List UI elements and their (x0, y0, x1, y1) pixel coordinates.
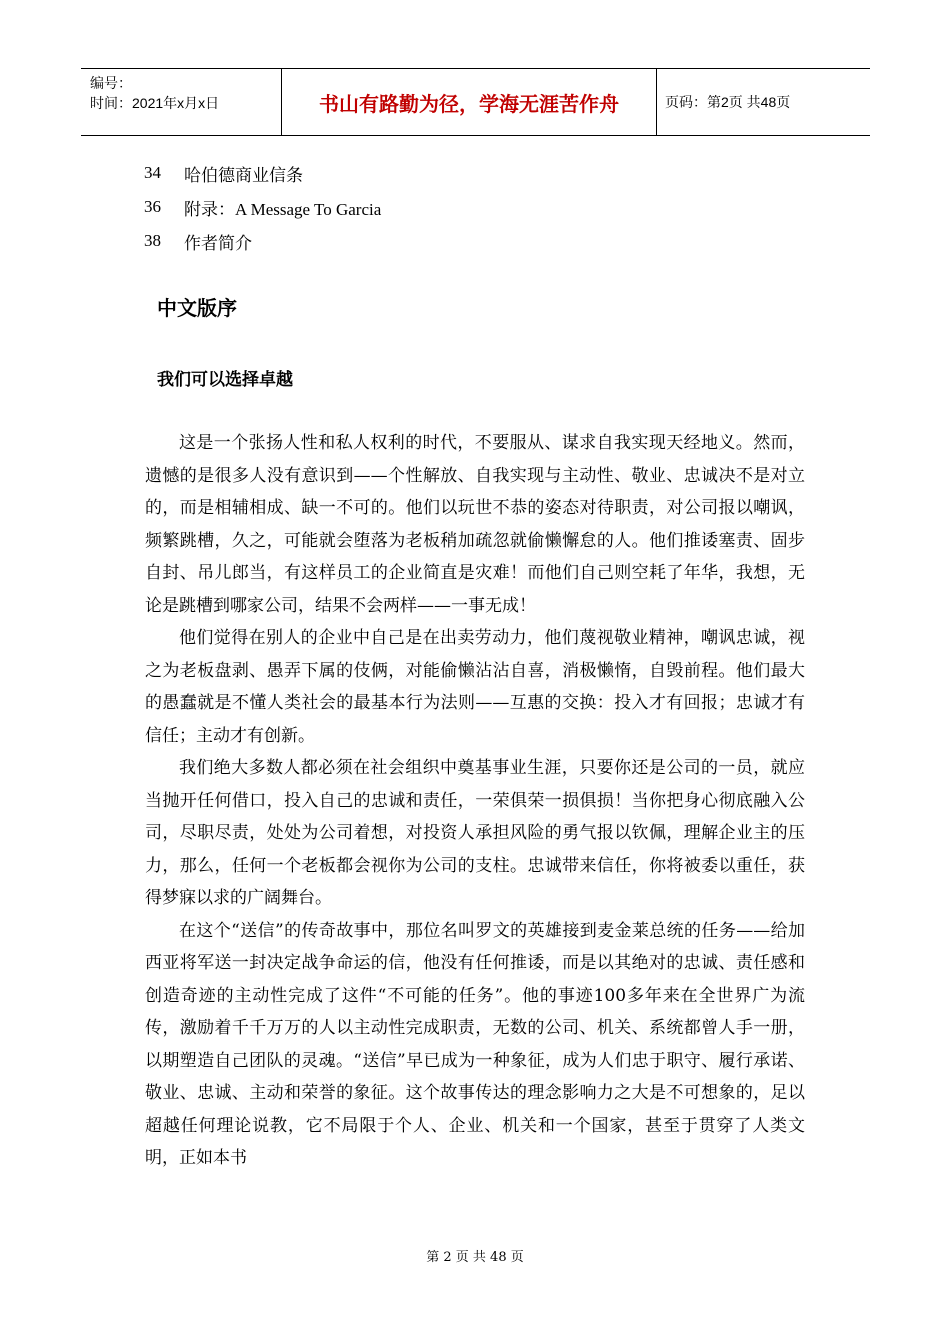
toc-page-number: 36 (144, 197, 161, 216)
table-of-contents (144, 156, 381, 258)
header-meta-cell (81, 69, 282, 135)
subsection-title: 我们可以选择卓越 (157, 370, 293, 390)
header-page-label: 页码：第2页 共48页 (665, 94, 791, 110)
paragraph: 这是一个张扬人性和私人权利的时代，不要服从、谋求自我实现天经地义。然而，遗憾的是很多人没有意识到——个性解放、自我实现与主动性、敬业、忠诚决不是对立的，而是相辅相成、缺一不可的。他们以玩世不恭的姿态对待职责，对公司报以嘲讽，频繁跳槽，久之，可能就会堕落为老板稍加疏忽就偷懒懈怠的人。他们推诿塞责、固步自封、吊儿郎当，有这样员工的企业简直是灾难！而他们自己则空耗了年华，我想，无论是跳槽到哪家公司，结果不会两样——一事无成！ (145, 433, 805, 616)
section-title: 中文版序 (157, 296, 237, 320)
toc-title: 附录：A Message To Garcia (184, 199, 382, 219)
code-label: 编号： (90, 75, 132, 91)
date-label: 时间：2021年x月x日 (90, 95, 220, 111)
toc-title: 作者简介 (184, 233, 252, 253)
toc-title: 哈伯德商业信条 (184, 165, 303, 185)
paragraph: 我们绝大多数人都必须在社会组织中奠基事业生涯，只要你还是公司的一员，就应当抛开任何借口，投入自己的忠诚和责任，一荣俱荣一损俱损！当你把身心彻底融入公司，尽职尽责，处处为公司着想，对投资人承担风险的勇气报以钦佩，理解企业主的压力，那么，任何一个老板都会视你为公司的支柱。忠诚带来信任，你将被委以重任，获得梦寐以求的广阔舞台。 (145, 758, 805, 908)
page-footer: 第 2 页 共 48 页 (426, 1250, 524, 1265)
toc-item (144, 156, 381, 190)
toc-page-number: 38 (144, 231, 161, 250)
toc-page-number: 34 (144, 163, 161, 182)
paragraph: 在这个“送信”的传奇故事中，那位名叫罗文的英雄接到麦金莱总统的任务——给加西亚将军送一封决定战争命运的信，他没有任何推诿，而是以其绝对的忠诚、责任感和创造奇迹的主动性完成了这件“不可能的任务”。他的事迹100多年来在全世界广为流传，激励着千千万万的人以主动性完成职责，无数的公司、机关、系统都曾人手一册，以期塑造自己团队的灵魂。“送信”早已成为一种象征，成为人们忠于职守、履行承诺、敬业、忠诚、主动和荣誉的象征。这个故事传达的理念影响力之大是不可想象的，足以超越任何理论说教，它不局限于个人、企业、机关和一个国家，甚至于贯穿了人类文明，正如本书 (145, 920, 805, 1168)
body-text (145, 427, 805, 1175)
header-motto: 书山有路勤为径，学海无涯苦作舟 (282, 69, 657, 135)
toc-item (144, 190, 381, 224)
header-table (81, 68, 870, 136)
paragraph: 他们觉得在别人的企业中自己是在出卖劳动力，他们蔑视敬业精神，嘲讽忠诚，视之为老板盘剥、愚弄下属的伎俩，对能偷懒沾沾自喜，消极懒惰，自毁前程。他们最大的愚蠢就是不懂人类社会的最基本行为法则——互惠的交换：投入才有回报；忠诚才有信任；主动才有创新。 (145, 628, 805, 746)
toc-item (144, 224, 381, 258)
